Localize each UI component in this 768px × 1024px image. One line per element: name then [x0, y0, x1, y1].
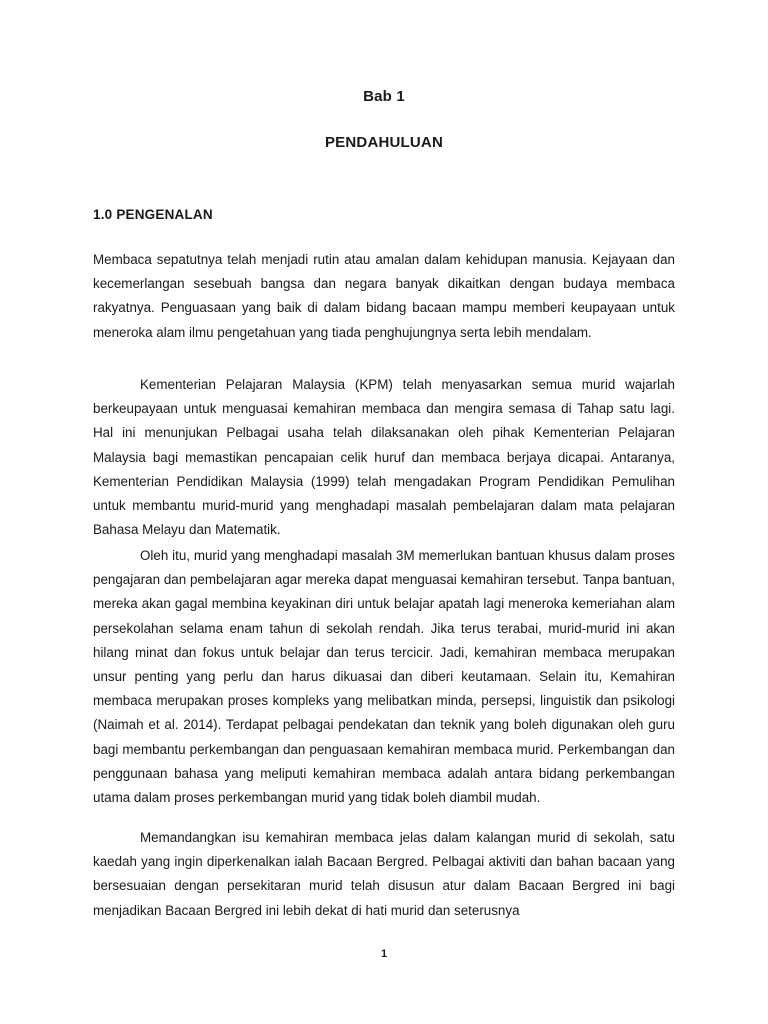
paragraph-4: Memandangkan isu kemahiran membaca jelas dalam kalangan murid di sekolah, satu kaedah yang ingin diperkenalkan ialah Bacaan Bergred. Pelbagai aktiviti dan bahan bacaan yang bersesuaian dengan persekitaran murid telah disusun atur dalam Bacaan Bergred ini bagi menjadikan Bacaan Bergred ini lebih dekat di hati murid dan seterusnya	[93, 830, 675, 918]
chapter-number: Bab 1	[363, 88, 405, 105]
paragraph-3: Oleh itu, murid yang menghadapi masalah 3M memerlukan bantuan khusus dalam proses pengajaran dan pembelajaran agar mereka dapat menguasai kemahiran tersebut. Tanpa bantuan, mereka akan gagal membina keyakinan diri untuk belajar apatah lagi meneroka kemeriahan alam persekolahan selama enam tahun di sekolah rendah. Jika terus terabai, murid-murid ini akan hilang minat dan fokus untuk belajar dan terus tercicir. Jadi, kemahiran membaca merupakan unsur penting yang perlu dan harus dikuasai dan diberi keutamaan. Selain itu, Kemahiran membaca merupakan proses kompleks yang melibatkan minda, persepsi, linguistik dan psikologi (Naimah et al. 2014). Terdapat pelbagai pendekatan dan teknik yang boleh digunakan oleh guru bagi membantu perkembangan dan penguasaan kemahiran membaca murid. Perkembangan dan penggunaan bahasa yang meliputi kemahiran membaca adalah antara bidang perkembangan utama dalam proses perkembangan murid yang tidak boleh diambil mudah.	[93, 548, 675, 806]
chapter-title: PENDAHULUAN	[324, 134, 444, 151]
paragraph-2: Kementerian Pelajaran Malaysia (KPM) telah menyasarkan semua murid wajarlah berkeupayaan untuk menguasai kemahiran membaca dan mengira semasa di Tahap satu lagi. Hal ini menunjukan Pelbagai usaha telah dilaksanakan oleh pihak Kementerian Pelajaran Malaysia bagi memastikan pencapaian celik huruf dan membaca berjaya dicapai. Antaranya, Kementerian Pendidikan Malaysia (1999) telah mengadakan Program Pendidikan Pemulihan untuk membantu murid-murid yang menghadapi masalah pembelajaran dalam mata pelajaran Bahasa Melayu dan Matematik.	[93, 377, 675, 538]
page-number: 1	[380, 948, 388, 960]
section-heading: 1.0 PENGENALAN	[93, 207, 213, 222]
paragraph-1: Membaca sepatutnya telah menjadi rutin atau amalan dalam kehidupan manusia. Kejayaan dan kecemerlangan sesebuah bangsa dan negara banyak dikaitkan dengan budaya membaca rakyatnya. Penguasaan yang baik di dalam bidang bacaan mampu memberi keupayaan untuk meneroka alam ilmu pengetahuan yang tiada penghujungnya serta lebih mendalam.	[93, 252, 675, 340]
